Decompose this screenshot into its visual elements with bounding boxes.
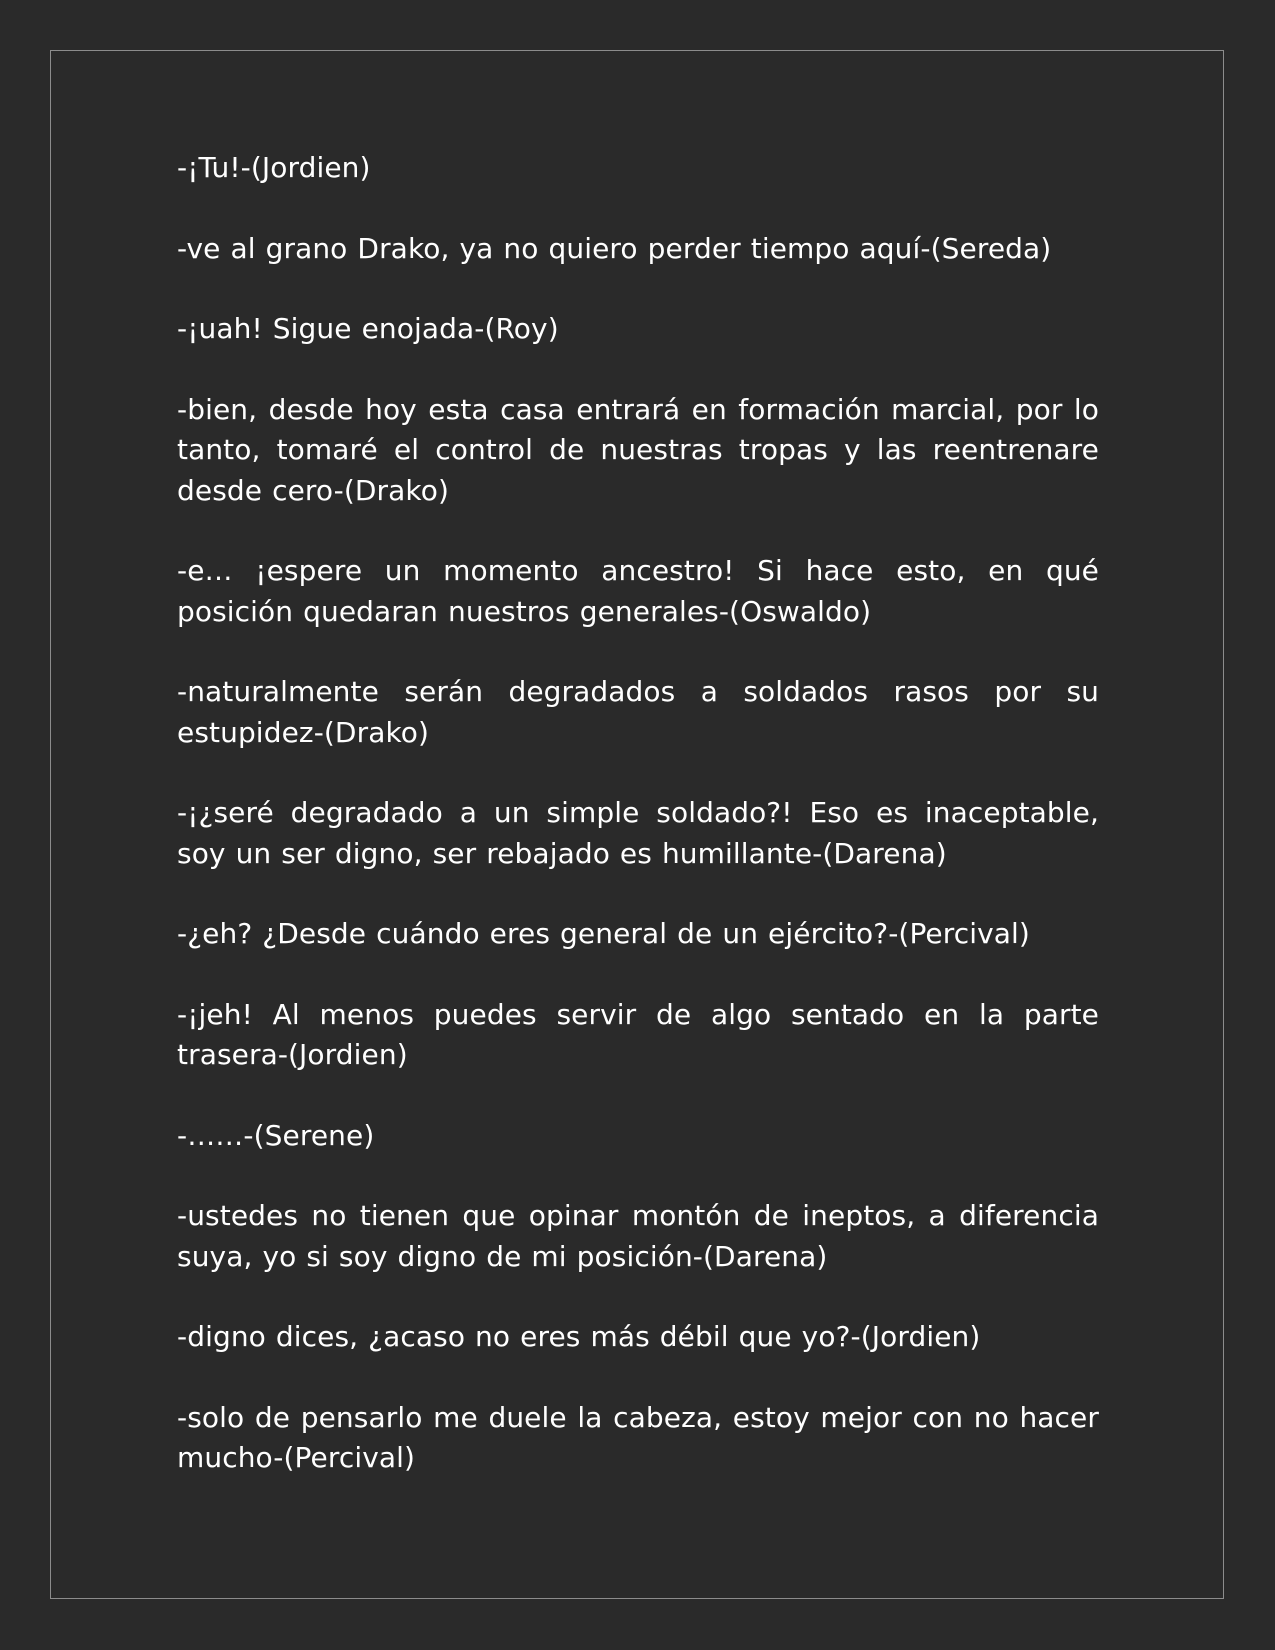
dialogue-line-6: -naturalmente serán degradados a soldados rasos por su estupidez-(Drako) (177, 675, 1099, 749)
dialogue-line-10: -……-(Serene) (177, 1118, 375, 1152)
dialogue-line-1: -¡Tu!-(Jordien) (177, 151, 371, 184)
dialogue-line-4: -bien, desde hoy esta casa entrará en formación marcial, por lo tanto, tomaré el control de nuestras tropas y las reentrenare desde cero-(Drako) (177, 392, 1099, 507)
dialogue-line-5: -e… ¡espere un momento ancestro! Si hace esto, en qué posición quedaran nuestros generales-(Oswaldo) (177, 554, 1099, 628)
dialogue-line-12: -digno dices, ¿acaso no eres más débil que yo?-(Jordien) (177, 1320, 981, 1353)
dialogue-line-8: -¿eh? ¿Desde cuándo eres general de un ejército?-(Percival) (177, 917, 1030, 950)
dialogue-line-9: -¡jeh! Al menos puedes servir de algo sentado en la parte trasera-(Jordien) (177, 997, 1099, 1071)
dialogue-line-3: -¡uah! Sigue enojada-(Roy) (177, 312, 559, 345)
dialogue-line-11: -ustedes no tienen que opinar montón de ineptos, a diferencia suya, yo si soy digno de mi posición-(Darena) (177, 1199, 1099, 1273)
document-body (177, 148, 1099, 1479)
dialogue-line-2: -ve al grano Drako, ya no quiero perder tiempo aquí-(Sereda) (177, 231, 1052, 265)
dialogue-line-13: -solo de pensarlo me duele la cabeza, estoy mejor con no hacer mucho-(Percival) (177, 1400, 1099, 1474)
dialogue-line-7: -¡¿seré degradado a un simple soldado?! Eso es inaceptable, soy un ser digno, ser rebajado es humillante-(Darena) (177, 796, 1099, 870)
